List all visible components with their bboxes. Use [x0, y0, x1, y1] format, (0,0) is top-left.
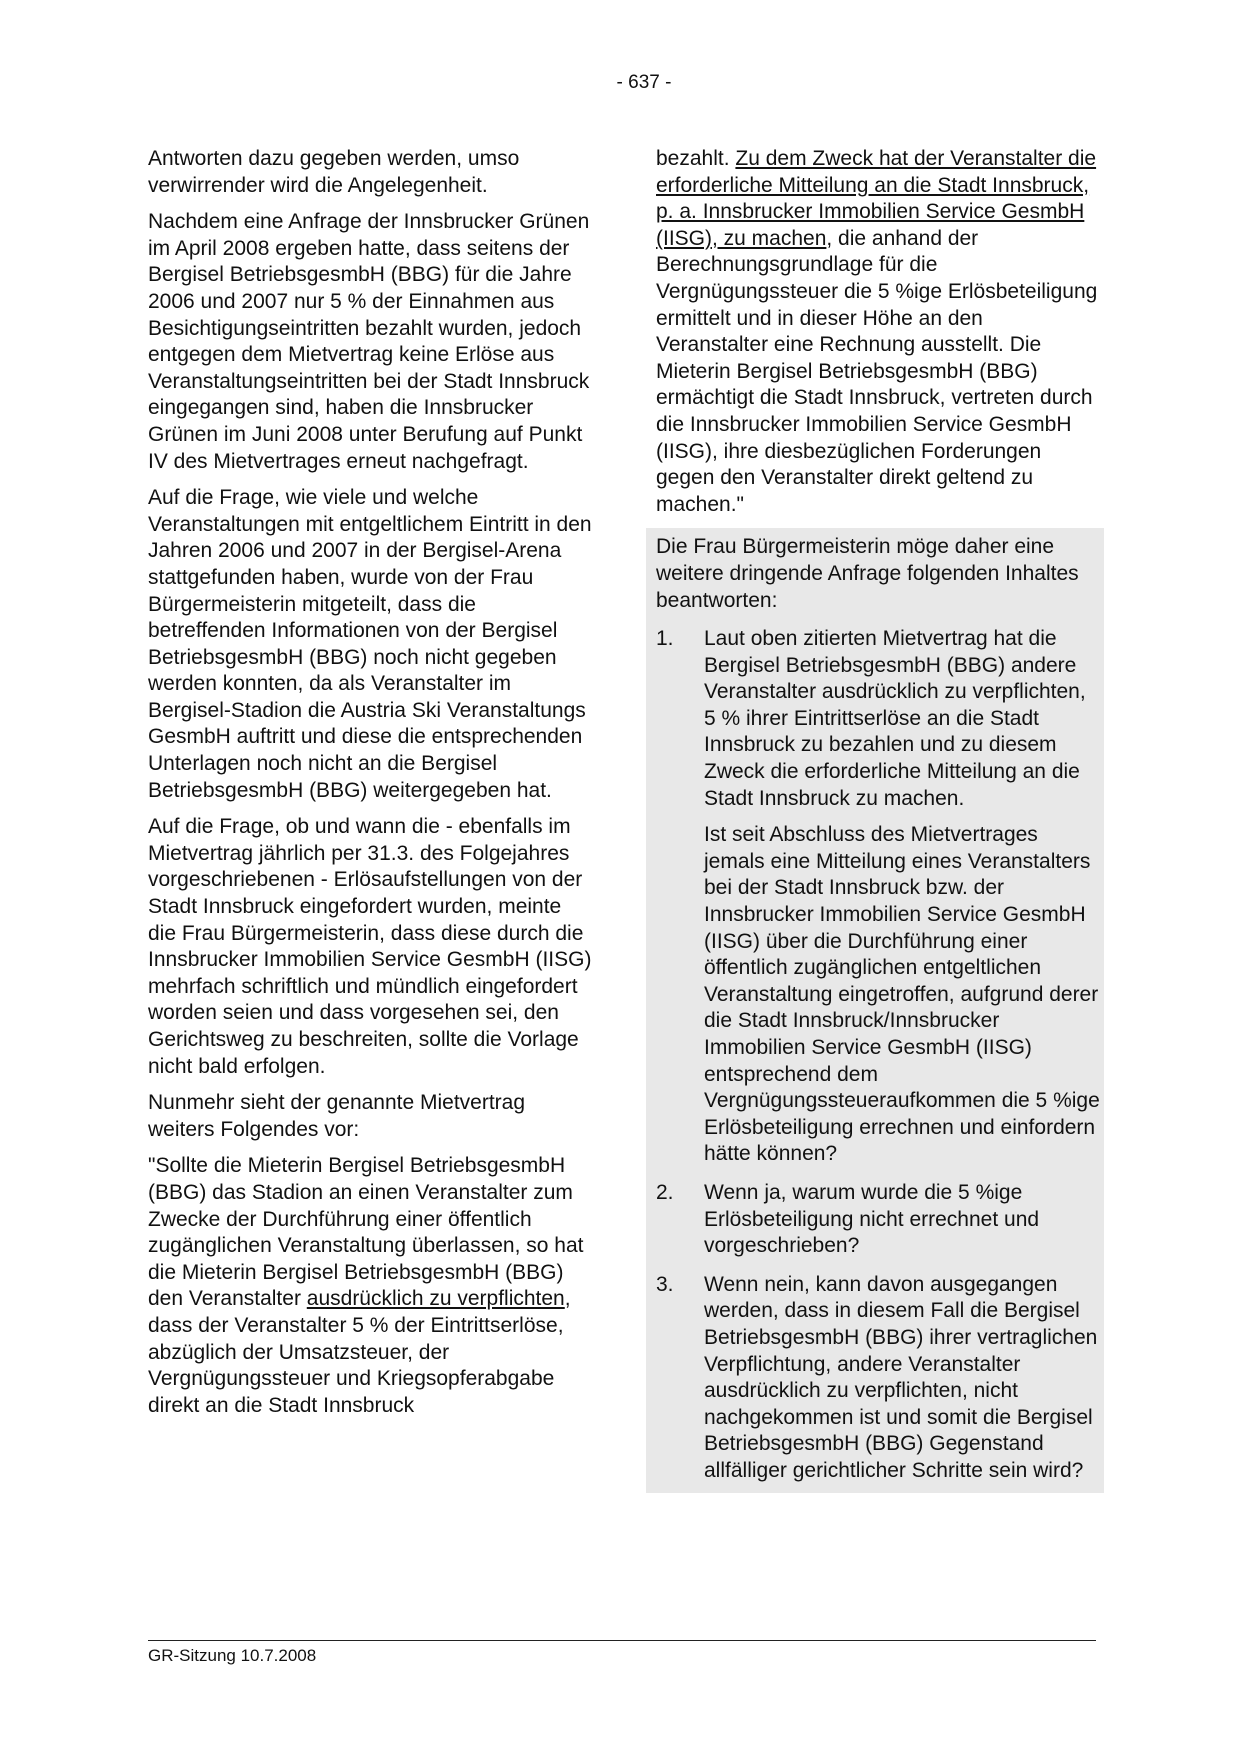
paragraph-events-question: Auf die Frage, wie viele und welche Veranstaltungen mit entgeltlichem Eintritt in den Jahren 2006 und 2007 in der Bergisel-Arena stattgefunden haben, wurde von der Frau Bürgermeisterin mitgeteilt, dass die betreffenden Informationen von der Bergisel BetriebsgesmbH (BBG) noch nicht gegeben werden konnten, da als Veranstalter im Bergisel-Stadion die Austria Ski Veranstaltungs GesmbH auftritt und diese die entsprechenden Unterlagen noch nicht an die Bergisel BetriebsgesmbH (BBG) weitergegeben hat. — [148, 486, 592, 802]
question-text: Wenn ja, warum wurde die 5 %ige Erlösbeteiligung nicht errechnet und vorgeschrieben? — [704, 1180, 1040, 1258]
footer-divider — [148, 1640, 1096, 1641]
lease-quote-continued — [656, 146, 1100, 518]
question-item — [656, 626, 1100, 1168]
page-number: - 637 - — [616, 72, 672, 93]
paragraph-revenue-statements: Auf die Frage, ob und wann die - ebenfalls im Mietvertrag jährlich per 31.3. des Folgejahres vorgeschriebenen - Erlösaufstellungen von der Stadt Innsbruck eingefordert wurden, meinte die Frau Bürgermeisterin, dass diese durch die Innsbrucker Immobilien Service GesmbH (IISG) mehrfach schriftlich und mündlich eingefordert worden seien und dass vorgesehen sei, den Gerichtsweg zu beschreiten, sollte die Vorlage nicht bald erfolgen. — [148, 815, 592, 1078]
question-number: 1. — [656, 627, 674, 651]
question-text-followup: Ist seit Abschluss des Mietvertrages jemals eine Mitteilung eines Veranstalters bei der Stadt Innsbruck bzw. der Innsbrucker Immobilien Service GesmbH (IISG) über die Durchführung einer öffentlich zugänglichen entgeltlichen Veranstaltung eingetroffen, aufgrund derer die Stadt Innsbruck/Innsbrucker Immobilien Service GesmbH (IISG) entsprechend dem Vergnügungssteueraufkommen die 5 %ige Erlösbeteiligung errechnen und einfordern hätte können? — [704, 823, 1100, 1166]
lease-quote-underlined: ausdrücklich zu verpflichten — [306, 1287, 565, 1311]
lease-quote-text: "Sollte die Mieterin Bergisel BetriebsgesmbH (BBG) das Stadion an einen Veranstalter zum Zwecke der Durchführung einer öffentlich zugänglichen Veranstaltung überlassen, so hat die Mieterin Bergisel BetriebsgesmbH (BBG) den Veranstalter — [148, 1154, 584, 1311]
question-item — [656, 1272, 1100, 1485]
inquiry-box — [646, 528, 1104, 1492]
inquiry-intro: Die Frau Bürgermeisterin möge daher eine weitere dringende Anfrage folgenden Inhaltes beantworten: — [656, 535, 1079, 612]
left-column — [148, 146, 593, 1429]
right-column — [656, 146, 1100, 1493]
lease-quote-text-end: , dass der Veranstalter 5 % der Eintrittserlöse, abzüglich der Umsatzsteuer, der Vergnügungssteuer und Kriegsopferabgabe direkt an die Stadt Innsbruck — [148, 1287, 571, 1417]
paragraph-lease-provision: Nunmehr sieht der genannte Mietvertrag weiters Folgendes vor: — [148, 1091, 526, 1141]
question-item — [656, 1180, 1100, 1260]
question-number: 2. — [656, 1180, 674, 1204]
question-number: 3. — [656, 1272, 674, 1296]
lease-quote — [148, 1153, 593, 1419]
paragraph-inquiry-april: Nachdem eine Anfrage der Innsbrucker Grünen im April 2008 ergeben hatte, dass seitens der Bergisel BetriebsgesmbH (BBG) für die Jahre 2006 und 2007 nur 5 % der Einnahmen aus Besichtigungseintritten bezahlt wurden, jedoch entgegen dem Mietvertrag keine Erlöse aus Veranstaltungseintritten bei der Stadt Innsbruck eingegangen sind, haben die Innsbrucker Grünen im Juni 2008 unter Berufung auf Punkt IV des Mietvertrages erneut nachgefragt. — [148, 210, 590, 473]
question-text: Wenn nein, kann davon ausgegangen werden, dass in diesem Fall die Bergisel BetriebsgesmbH (BBG) ihrer vertraglichen Verpflichtung, andere Veranstalter ausdrücklich zu verpflichten, nicht nachgekommen ist und somit die Bergisel BetriebsgesmbH (BBG) Gegenstand allfälliger gerichtlicher Schritte sein wird? — [704, 1272, 1098, 1482]
paragraph-intro: Antworten dazu gegeben werden, umso verwirrender wird die Angelegenheit. — [148, 147, 520, 197]
quote-continued-start: bezahlt. — [656, 147, 730, 170]
question-list — [656, 626, 1100, 1484]
question-text: Laut oben zitierten Mietvertrag hat die Bergisel BetriebsgesmbH (BBG) andere Veranstalter ausdrücklich zu verpflichten, 5 % ihrer Eintrittserlöse an die Stadt Innsbruck zu bezahlen und zu diesem Zweck die erforderliche Mitteilung an die Stadt Innsbruck zu machen. — [704, 627, 1086, 810]
quote-continued-end: , die anhand der Berechnungsgrundlage für die Vergnügungssteuer die 5 %ige Erlösbeteiligung ermittelt und in dieser Höhe an den Veranstalter eine Rechnung ausstellt. Die Mieterin Bergisel BetriebsgesmbH (BBG) ermächtigt die Stadt Innsbruck, vertreten durch die Innsbrucker Immobilien Service GesmbH (IISG), ihre diesbezüglichen Forderungen gegen den Veranstalter direkt geltend zu machen." — [656, 226, 1098, 516]
footer-session-label: GR-Sitzung 10.7.2008 — [148, 1646, 317, 1665]
quote-continued-underlined: Zu dem Zweck hat der Veranstalter die erforderliche Mitteilung an die Stadt Innsbruck, p. a. Innsbrucker Immobilien Service GesmbH (IISG), zu machen — [656, 147, 1097, 250]
